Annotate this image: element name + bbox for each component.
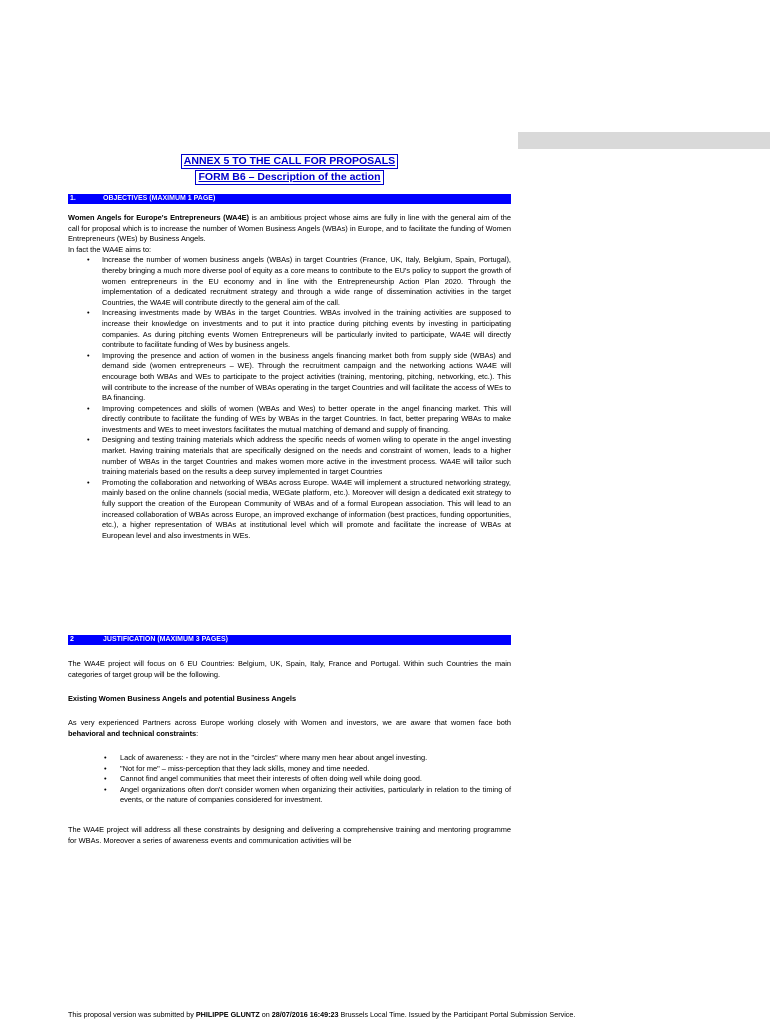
closing-paragraph (68, 825, 511, 846)
constraints-list-block (68, 753, 511, 806)
list-item (68, 774, 511, 785)
aims-list (68, 255, 511, 541)
title-line-2: FORM B6 – Description of the action (195, 170, 383, 185)
intro-paragraph (68, 213, 511, 245)
constraints-list (68, 753, 511, 806)
list-item (68, 478, 511, 542)
closing-text: The WA4E project will address all these constraints by designing and delivering a comprehensive training and mentoring programme for WBAs. Moreover a series of awareness events and communication activities will be (68, 825, 511, 845)
list-item-text: "Not for me" – miss-perception that they lack skills, money and time needed. (120, 763, 370, 773)
list-item-text: Angel organizations often don't consider women when organizing their activities, particularly in relation to the timing of events, or the nature of companies considered for investment. (120, 784, 511, 805)
list-item (68, 404, 511, 436)
bullet-icon: • (104, 774, 107, 784)
bullet-icon: • (87, 435, 90, 445)
section-2-number: 2 (70, 636, 74, 643)
focus-paragraph: The WA4E project will focus on 6 EU Countries: Belgium, UK, Spain, Italy, France and Portugal. Within such Countries the main categories of target group will be the following. (68, 659, 511, 679)
bullet-icon: • (87, 403, 90, 413)
aims-label: In fact the WA4E aims to: (68, 244, 152, 254)
list-item (68, 785, 511, 806)
list-item (68, 753, 511, 764)
section-2-header (68, 635, 511, 645)
list-item-text: Cannot find angel communities that meet their interests of often doing well while doing good. (120, 774, 422, 784)
list-item-text: Lack of awareness: - they are not in the "circles" where many men hear about angel investing. (120, 753, 428, 762)
bullet-icon: • (87, 477, 90, 487)
list-item (68, 255, 511, 308)
footer-submitter: PHILIPPE GLUNTZ (195, 1010, 260, 1019)
bullet-icon: • (87, 350, 90, 360)
bullet-icon: • (104, 763, 107, 773)
list-item-text: Increase the number of women business angels (WBAs) in target Countries (France, UK, Italy, Belgium, Spain, Portugal), thereby bringing a much more diverse pool of equity as a core means to contribute to the EU's policy to support the growth of women entrepreneurs in the EU economy and in line with the Entrepreneurship Action Plan 2020. Through the implementation of a dedicated recruitment strategy and through a wide range of dissemination activities in the target Countries, the WA4E will contribute directly to the general aim of the call. (102, 255, 511, 307)
section-2-title: JUSTIFICATION (MAXIMUM 3 PAGES) (103, 636, 228, 643)
list-item-text: Designing and testing training materials which address the specific needs of women wiling to operate in the angel investing market. Having training materials that are specifically designed on the needs and constraint of women, leads to a higher number of WBAs in the target Countries and makes women more active in the investment process. WA4E will tailor such training materials based on the results a deep survey implemented in target Countries (102, 435, 511, 477)
bullet-icon: • (87, 308, 90, 318)
list-item (68, 351, 511, 404)
list-item (68, 764, 511, 775)
list-item-text: Improving the presence and action of women in the business angels financing market both from supply side (WBAs) and demand side (women entrepreneurs – WE). Through the recruitment campaign and the networking actions WA4E will encourage both WBAs and WEs to participate to the project activities (training, mentoring, pitching, networking, etc.). This will contribute to the increase of the number of WBAs operating in the target Countries and will facilitate the access of WEs to BA financing. (102, 350, 511, 403)
subheading: Existing Women Business Angels and potential Business Angels (68, 694, 297, 703)
section-1-title: OBJECTIVES (MAXIMUM 1 PAGE) (103, 195, 216, 202)
document-title (68, 153, 511, 185)
list-item-text: Improving competences and skills of women (WBAs and Wes) to better operate in the angel financing market. This will directly contribute to facilitate the funding of WEs by WBAs in the target Countries. In fact, better preparing WBAs to make investments and WEs to meet investors facilitates the mutual matching of demand and supply of financing. (102, 403, 511, 434)
section-1-body (68, 213, 511, 541)
bullet-icon: • (104, 784, 107, 794)
footer-text-mid: on (259, 1010, 272, 1019)
list-item (68, 308, 511, 350)
constraints-end: : (196, 728, 199, 738)
constraints-text: As very experienced Partners across Europe working closely with Women and investors, we are aware that women face both (68, 718, 511, 727)
list-item-text: Increasing investments made by WBAs in the target Countries. WBAs involved in the training activities are supposed to increase their knowledge on investments and to put it into practice during pitching events by investing in participating companies. As during pitching events Women Entrepreneurs will be particularly invited to participate, WA4E will directly contribute to facilitate funding of Wes by business angels. (102, 308, 511, 350)
constraints-paragraph (68, 718, 511, 739)
comment-pane (518, 0, 770, 1024)
bullet-icon: • (104, 753, 107, 762)
footer-text-pre: This proposal version was submitted by (68, 1010, 196, 1019)
list-item (68, 435, 511, 477)
constraints-bold: behavioral and technical constraints (68, 728, 197, 738)
section-1-header (68, 194, 511, 204)
bullet-icon: • (87, 255, 90, 265)
title-line-1: ANNEX 5 TO THE CALL FOR PROPOSALS (181, 154, 398, 169)
intro-text: is an ambitious project whose aims are fully in line with the general aim of the call for proposal which is to increase the number of Women Business Angels (WBAs) in Europe, and to facilitate the funding of Women Entrepreneurs (WEs) by Business Angels. (68, 213, 511, 244)
subheading-block (68, 694, 511, 705)
submission-footer (68, 1010, 768, 1020)
comment-box[interactable] (518, 132, 770, 149)
section-2-body (68, 659, 511, 680)
intro-project-name: Women Angels for Europe's Entrepreneurs (WA4E) (68, 213, 250, 222)
footer-date: 28/07/2016 16:49:23 (271, 1010, 339, 1019)
footer-text-post: Brussels Local Time. Issued by the Participant Portal Submission Service. (338, 1010, 576, 1019)
list-item-text: Promoting the collaboration and networking of WBAs across Europe. WA4E will implement a structured networking strategy, mainly based on the online channels (social media, WEGate platform, etc.). Moreover will design a dedicated exit strategy to fully support the creation of the European Community of WBAs and of a formal European association. This will lead to an increased collaboration of WBAs across Europe, an improved exchange of information (best practices, funding opportunities, etc.), a higher representation of WBAs at institutional level which will promote and facilitate the increase of WBAs at European level and also investments in WEs. (102, 477, 511, 540)
section-1-number: 1. (70, 195, 76, 202)
